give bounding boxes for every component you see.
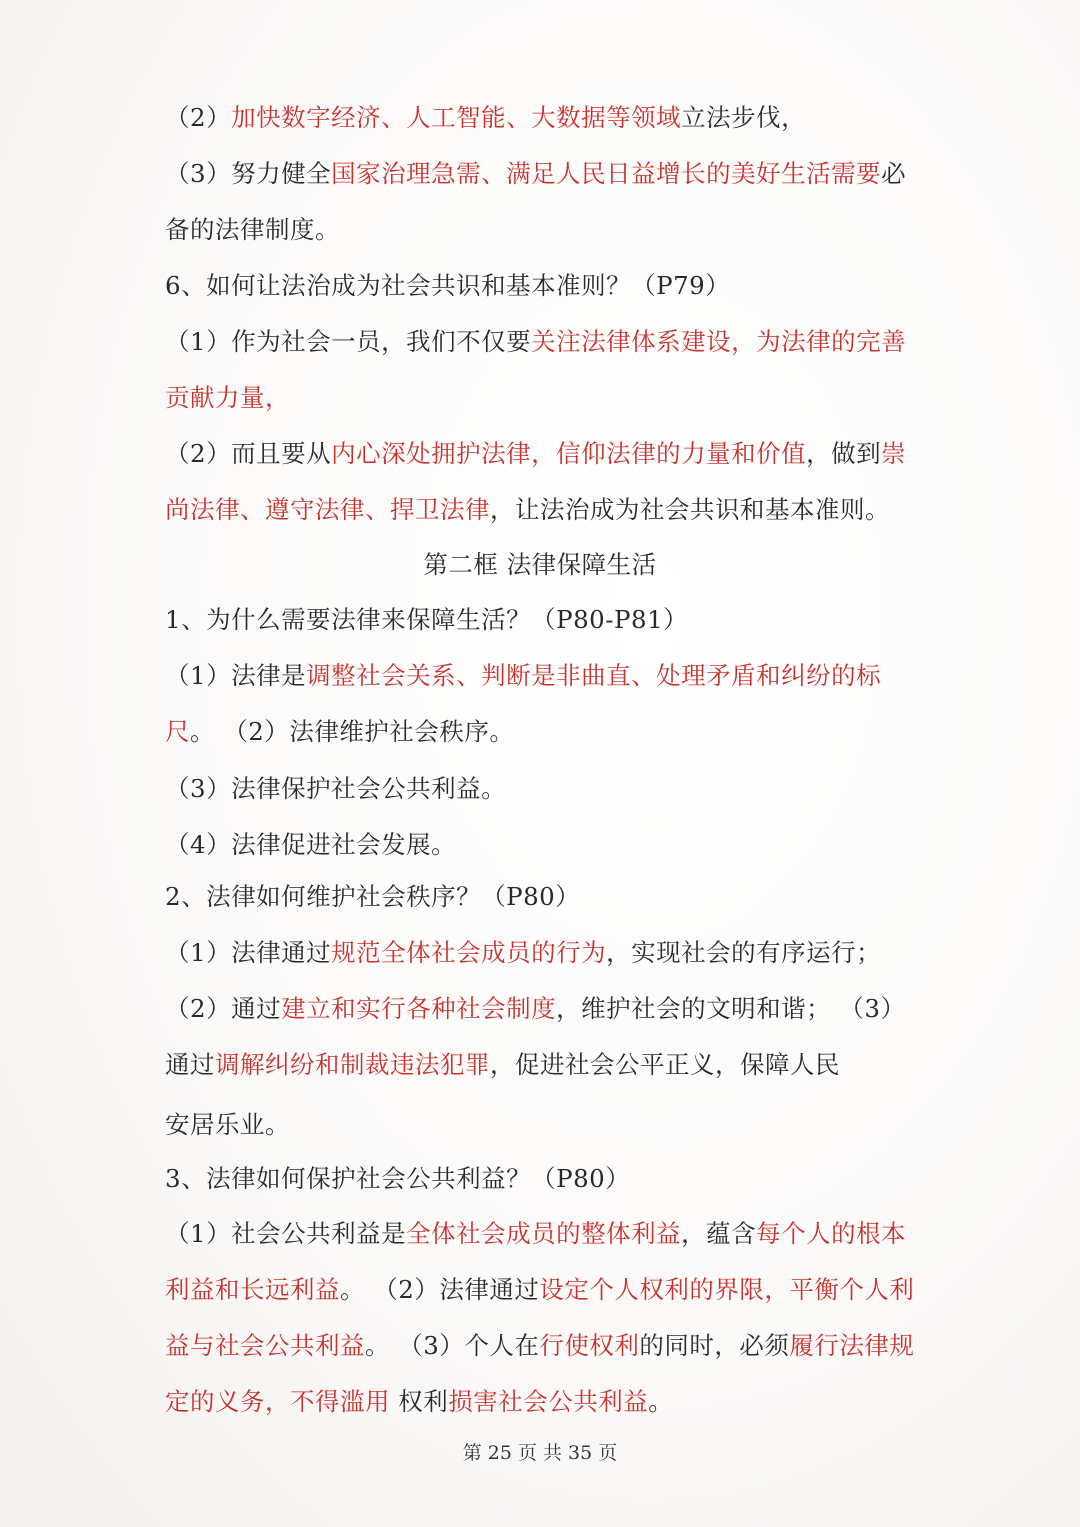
text-segment: ，促进社会公平正义，保障人民 xyxy=(490,1050,840,1079)
text-segment: 备的法律制度。 xyxy=(165,215,340,244)
text-line xyxy=(165,1048,935,1082)
text-segment: 3、法律如何保护社会公共利益？（P80） xyxy=(165,1164,631,1193)
highlighted-text: 益与社会公共利益 xyxy=(165,1331,365,1360)
text-segment: 立法步伐， xyxy=(681,103,807,132)
text-segment: ，实现社会的有序运行； xyxy=(606,938,882,967)
text-line xyxy=(165,213,935,247)
text-segment: （2）通过 xyxy=(165,994,282,1023)
highlighted-text: 规范全体社会成员的行为 xyxy=(331,938,607,967)
text-segment: ，维护社会的文明和谐； （3） xyxy=(556,994,906,1023)
text-line xyxy=(165,269,935,303)
page-number-footer: 第 25 页 共 35 页 xyxy=(462,1442,618,1464)
highlighted-text: 全体社会成员的整体利益 xyxy=(406,1219,682,1248)
text-line xyxy=(165,603,935,637)
text-segment: （1）法律通过 xyxy=(165,938,332,967)
highlighted-text: 加快数字经济、人工智能、大数据等领域 xyxy=(231,103,682,132)
text-segment: 。 xyxy=(648,1387,674,1416)
text-line xyxy=(165,659,935,693)
text-segment: 6、如何让法治成为社会共识和基本准则？（P79） xyxy=(165,271,731,300)
text-line xyxy=(165,880,935,914)
text-segment: 。 （3）个人在 xyxy=(365,1331,540,1360)
text-line xyxy=(165,1273,935,1307)
highlighted-text: 调整社会关系、判断是非曲直、处理矛盾和纠纷的标 xyxy=(306,661,882,690)
text-line xyxy=(165,157,935,191)
text-segment: （2）而且要从 xyxy=(165,439,332,468)
highlighted-text: 调解纠纷和制裁违法犯罪 xyxy=(215,1050,490,1079)
highlighted-text: 履行法律规 xyxy=(789,1331,915,1360)
text-segment: 2、法律如何维护社会秩序？（P80） xyxy=(165,882,581,911)
text-line xyxy=(165,772,935,806)
highlighted-text: 内心深处拥护法律，信仰法律的力量和价值 xyxy=(331,439,807,468)
text-line xyxy=(165,715,935,749)
text-segment: （3）努力健全 xyxy=(165,159,332,188)
text-line xyxy=(165,936,935,970)
text-segment: 第二框 法律保障生活 xyxy=(423,550,657,579)
highlighted-text: 定的义务，不得滥用 xyxy=(165,1387,390,1416)
highlighted-text: 尚法律、遵守法律、捍卫法律 xyxy=(165,495,490,524)
text-segment: 必 xyxy=(881,159,907,188)
text-line xyxy=(165,992,935,1026)
text-segment: （3）法律保护社会公共利益。 xyxy=(165,774,507,803)
text-segment: 1、为什么需要法律来保障生活？（P80-P81） xyxy=(165,605,689,634)
text-segment: ，蕴含 xyxy=(681,1219,757,1248)
text-line xyxy=(165,325,935,359)
text-segment: 权利 xyxy=(390,1387,449,1416)
text-segment: 。 （2）法律维护社会秩序。 xyxy=(190,717,515,746)
highlighted-text: 建立和实行各种社会制度 xyxy=(281,994,557,1023)
highlighted-text: 设定个人权利的界限，平衡个人利 xyxy=(539,1275,915,1304)
highlighted-text: 贡献力量， xyxy=(165,383,290,412)
text-line xyxy=(165,828,935,862)
highlighted-text: 崇 xyxy=(881,439,907,468)
section-heading xyxy=(165,548,915,582)
text-line xyxy=(165,1329,935,1363)
text-line xyxy=(165,493,935,527)
text-segment: （2） xyxy=(165,103,232,132)
text-segment: （1）法律是 xyxy=(165,661,307,690)
text-segment: 的同时，必须 xyxy=(639,1331,790,1360)
text-segment: ，让法治成为社会共识和基本准则。 xyxy=(490,495,890,524)
text-segment: 安居乐业。 xyxy=(165,1110,290,1139)
text-segment: （1）社会公共利益是 xyxy=(165,1219,407,1248)
text-segment: 通过 xyxy=(165,1050,215,1079)
text-line xyxy=(165,1108,935,1142)
highlighted-text: 利益和长远利益 xyxy=(165,1275,340,1304)
text-segment: （1）作为社会一员，我们不仅要 xyxy=(165,327,532,356)
text-line xyxy=(165,437,935,471)
text-segment: 。 （2）法律通过 xyxy=(340,1275,540,1304)
highlighted-text: 国家治理急需、满足人民日益增长的美好生活需要 xyxy=(331,159,882,188)
highlighted-text: 关注法律体系建设，为法律的完善 xyxy=(531,327,907,356)
text-line xyxy=(165,101,935,135)
text-segment: ，做到 xyxy=(806,439,882,468)
highlighted-text: 损害社会公共利益 xyxy=(448,1387,649,1416)
text-line xyxy=(165,1217,935,1251)
text-line xyxy=(165,1162,935,1196)
text-segment: （4）法律促进社会发展。 xyxy=(165,830,457,859)
highlighted-text: 每个人的根本 xyxy=(756,1219,907,1248)
text-line xyxy=(165,381,935,415)
highlighted-text: 行使权利 xyxy=(539,1331,640,1360)
highlighted-text: 尺 xyxy=(165,717,190,746)
text-line xyxy=(165,1385,935,1419)
